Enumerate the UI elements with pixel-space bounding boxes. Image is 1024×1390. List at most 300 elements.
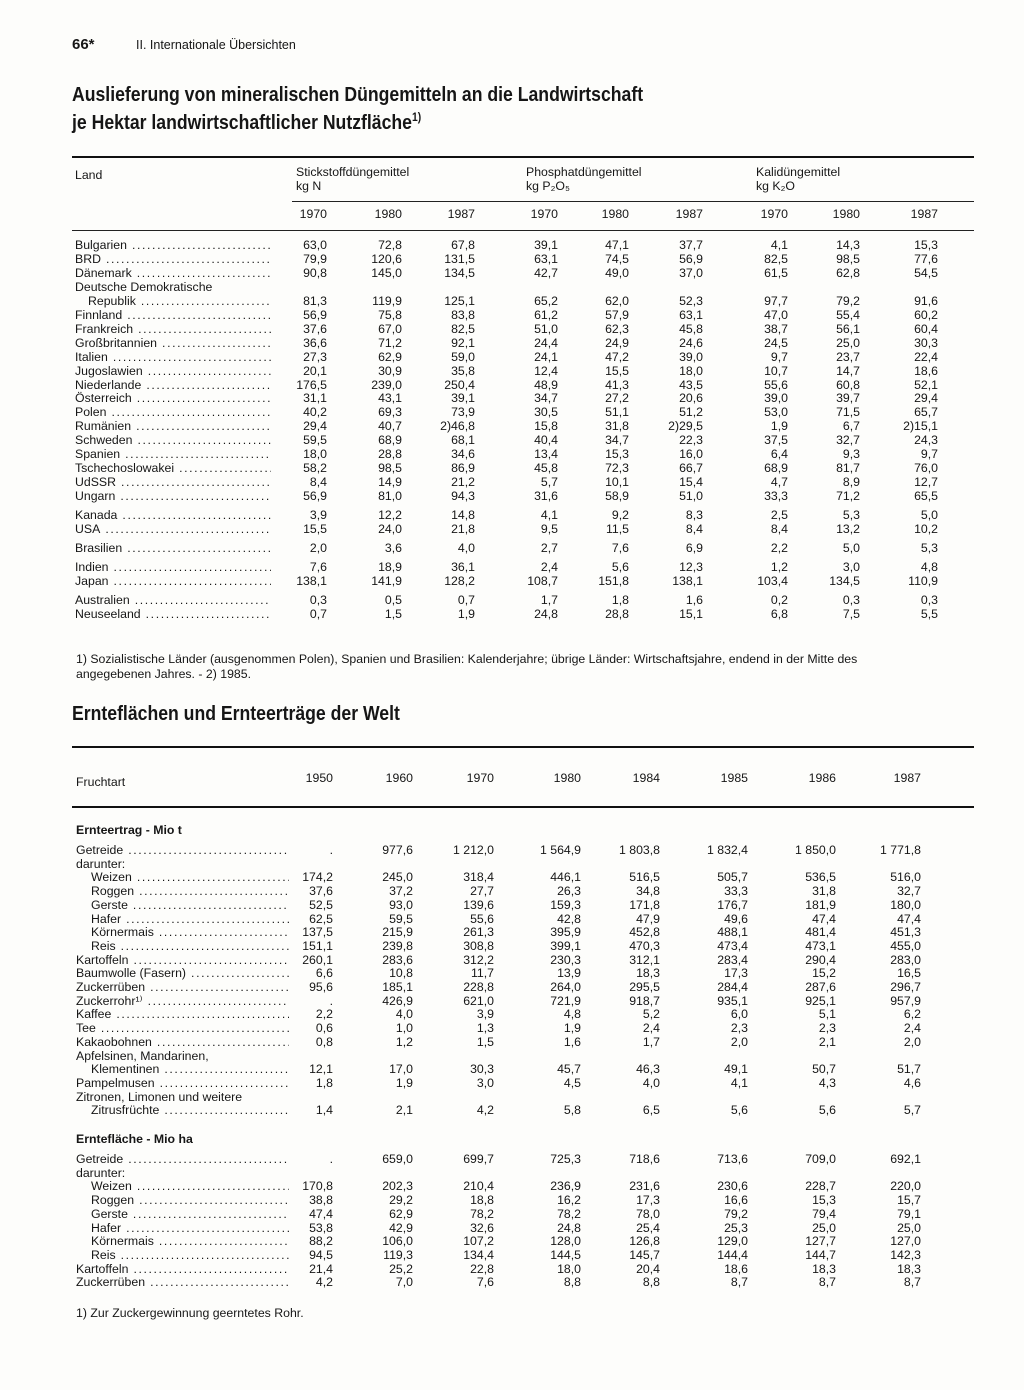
table1-row-label [75,574,271,588]
table1-cell: 14,8 [451,508,475,523]
table2-cell: 505,7 [717,870,748,885]
table2-crop: Baumwolle (Fasern) [76,966,187,981]
table1-cell: 31,8 [605,419,629,434]
table1-cell: 62,8 [836,265,860,280]
table1-cell: 12,2 [378,508,402,523]
table2-cell: 13,9 [557,966,581,981]
table1-cell: 37,0 [679,265,703,280]
table1-group-name: Kalidüngemittel [756,165,841,179]
table2-cell: 3,0 [476,1075,494,1090]
table1-cell: 36,1 [451,559,475,574]
table1-cell: 97,7 [764,293,788,308]
table2-cell: 287,6 [805,980,836,994]
table1-row-label [75,433,271,447]
table2-cell: 2,2 [315,1007,333,1022]
table1-cell: 76,0 [914,461,938,476]
table2-cell: 473,4 [717,938,748,953]
table1-cell: 131,5 [444,251,475,266]
table2-cell: 126,8 [629,1234,660,1249]
table1-cell: 8,3 [685,508,703,523]
table1-cell: 92,1 [451,335,475,350]
table2-crop: darunter: [76,1165,126,1180]
table2-cell: 451,3 [890,925,921,940]
table1-cell: 51,0 [534,321,558,336]
table2-cell: 1,3 [476,1021,494,1036]
table1-cell: 1,9 [770,419,788,434]
table1-cell: 40,4 [534,433,558,448]
table1-cell: 52,1 [914,377,938,392]
page-header [72,36,296,53]
table1-year-header: 1970 [530,207,558,221]
table1-cell: 120,6 [371,251,402,266]
table2-cell: 228,7 [805,1179,836,1194]
table1-country: Rumänien [75,419,132,434]
table2-year-header: 1986 [808,771,836,785]
table2-cell: 5,7 [903,1103,921,1118]
table1-cell: 2,2 [770,540,788,555]
table2-cell: 264,0 [550,980,581,994]
table2-crop: Kartoffeln [76,952,129,967]
table1-cell: 41,3 [605,377,629,392]
table1-cell: 4,1 [770,238,788,252]
table2-cell: 47,9 [636,911,660,926]
table1-cell: 51,2 [679,405,703,420]
table2-row-label [91,870,289,884]
table2-row-label [91,1179,289,1193]
table2-cell: 245,0 [382,870,413,885]
table2-cell: 516,5 [629,870,660,885]
table1-cell: 52,3 [679,293,703,308]
table1-cell: 98,5 [378,461,402,476]
table2-cell: 5,2 [642,1007,660,1022]
table2-cell: 0,8 [315,1034,333,1049]
table1-cell: 11,5 [605,522,629,536]
table2-crop: Apfelsinen, Mandarinen, [76,1048,209,1063]
table2-row-label [91,939,289,953]
table1-cell: 58,2 [303,461,327,476]
table2-year-header: 1980 [553,771,581,785]
table1-footnote-line2: angegebenen Jahres. - 2) 1985. [76,667,252,681]
table2-cell: 7,0 [395,1275,413,1290]
table2-cell: 4,8 [563,1007,581,1022]
table2-cell: 659,0 [382,1152,413,1166]
table1-cell: 13,2 [836,522,860,536]
table1-cell: 138,1 [672,573,703,588]
table1-cell: 55,4 [836,307,860,322]
table1-country: Kanada [75,508,118,523]
table2-cell: 18,3 [636,966,660,981]
table1-cell: 4,0 [457,540,475,555]
table1-cell: 21,2 [451,475,475,490]
table1-cell: 56,9 [679,251,703,266]
table2-cell: 295,5 [629,980,660,994]
table2-cell: 16,6 [724,1193,748,1208]
table1-country: Ungarn [75,489,116,504]
table1-cell: 98,5 [836,251,860,266]
table1-cell: 27,3 [303,349,327,364]
table2-cell: 1 212,0 [452,843,494,857]
table2-crop: Roggen [91,884,135,899]
table1-cell: 77,6 [914,251,938,266]
table1-cell: 18,0 [303,447,327,462]
table1-cell: 2,7 [540,540,558,555]
table2-cell: 32,7 [897,884,921,899]
table2-cell: 4,2 [315,1275,333,1290]
table1-cell: 108,7 [527,573,558,588]
table2-title: Ernteflächen und Ernteerträge der Welt [72,702,400,725]
table2-cell: 8,8 [563,1275,581,1290]
table1-cell: 57,9 [605,307,629,322]
table1-cell: 8,4 [685,522,703,536]
table2-cell: 174,2 [302,870,333,885]
table2-section-yield: Ernteertrag - Mio t [76,823,182,837]
table1-country: Italien [75,349,108,364]
table2-cell: 318,4 [463,870,494,885]
table2-cell: 18,6 [724,1261,748,1276]
table2-cell: 452,8 [629,925,660,940]
table2-year-header: 1960 [385,771,413,785]
table2-cell: . [329,843,333,857]
table2-cell: 718,6 [629,1152,660,1166]
table2-cell: 25,4 [636,1220,660,1235]
table2-cell: 62,9 [389,1206,413,1221]
table2-cell: 5,8 [563,1103,581,1118]
table2-cell: 1,8 [315,1075,333,1090]
table1-cell: 138,1 [296,573,327,588]
table2-cell: 18,3 [812,1261,836,1276]
table1-cell: 15,1 [679,606,703,621]
table2-cell: 0,6 [315,1021,333,1036]
table2-row-label [91,898,289,912]
table1-cell: 75,8 [378,307,402,322]
table1-cell: 3,0 [842,559,860,574]
table2-cell: 16,5 [897,966,921,981]
table1-country: Australien [75,592,130,607]
table2-cell: 210,4 [463,1179,494,1194]
table1-cell: 7,6 [611,540,629,555]
table1-cell: 94,3 [451,489,475,504]
table2-cell: 55,6 [470,911,494,926]
table1-cell: 81,7 [836,461,860,476]
table1-cell: 15,3 [605,447,629,462]
table2-cell: 15,2 [812,966,836,981]
table2-cell: 47,4 [812,911,836,926]
table1-cell: 2,5 [770,508,788,523]
table2-cell: 8,7 [903,1275,921,1290]
table1-cell: 239,0 [371,377,402,392]
table2-cell: 94,5 [309,1247,333,1262]
table1-row-label [75,541,271,555]
table2-cell: 957,9 [890,993,921,1008]
table1-cell: 9,7 [920,447,938,462]
table1-cell: 39,1 [534,238,558,252]
table1-cell: 20,6 [679,391,703,406]
table2-cell: 49,6 [724,911,748,926]
table2-cell: 181,9 [805,897,836,912]
table1-country: Spanien [75,447,121,462]
table1-cell: 125,1 [444,293,475,308]
table2-cell: 2,4 [903,1021,921,1036]
table2-cell: 21,4 [309,1261,333,1276]
table2-cell: 38,8 [309,1193,333,1208]
table1-cell: 0,5 [384,592,402,607]
table2-year-header: 1950 [305,771,333,785]
table1-cell: 13,4 [534,447,558,462]
table2-cell: 721,9 [550,993,581,1008]
table2-crop: Tee [76,1021,96,1036]
table1-cell: 47,1 [605,238,629,252]
table2-cell: 88,2 [309,1234,333,1249]
table1-cell: 1,8 [611,592,629,607]
table2-cell: 8,7 [730,1275,748,1290]
table1-cell: 2)29,5 [668,419,703,434]
table2-crop: Hafer [91,1220,122,1235]
table2-crop: Kakaobohnen [76,1034,152,1049]
table2-cell: 59,5 [389,911,413,926]
table1-cell: 10,1 [605,475,629,490]
table2-cell: 1,0 [395,1021,413,1036]
table1-country: USA [75,522,101,536]
table2-cell: 4,2 [476,1103,494,1118]
table1-cell: 59,0 [451,349,475,364]
table1-country: Tschechoslowakei [75,461,175,476]
table1-cell: 141,9 [371,573,402,588]
table2-year-header: 1985 [720,771,748,785]
table2-cell: 127,7 [805,1234,836,1249]
table1-country: Niederlande [75,377,142,392]
table2-row-label [76,1262,289,1276]
table2-row-label [91,1234,289,1248]
table2-cell: 488,1 [717,925,748,940]
table1-cell: 29,4 [914,391,938,406]
table2-crop: Reis [91,1247,116,1262]
table1-cell: 65,7 [914,405,938,420]
table1-cell: 5,0 [920,508,938,523]
table1-cell: 48,9 [534,377,558,392]
table1-row-label [75,461,271,475]
table2-cell: 2,1 [395,1103,413,1118]
table2-cell: 5,1 [818,1007,836,1022]
table2-cell: 283,6 [382,952,413,967]
table1-row-label [75,508,271,522]
table1-cell: 68,9 [378,433,402,448]
table1-cell: 67,8 [451,238,475,252]
table1-cell: 9,7 [770,349,788,364]
table1-cell: 24,3 [914,433,938,448]
table2-crop: Roggen [91,1193,135,1208]
table2-cell: 4,6 [903,1075,921,1090]
table2-cell: 159,3 [550,897,581,912]
table1-row-label [75,308,271,322]
table1-cell: 16,0 [679,447,703,462]
table1-year-header: 1987 [447,207,475,221]
table2-cell: 713,6 [717,1152,748,1166]
table2-cell: 455,0 [890,938,921,953]
table1-cell: 176,5 [296,377,327,392]
table2-cell: 18,3 [897,1261,921,1276]
table1-cell: 40,7 [378,419,402,434]
table2-cell: 621,0 [463,993,494,1008]
table2-cell: 2,0 [730,1034,748,1049]
table2-cell: 1 850,0 [794,843,836,857]
table1-row-label [75,252,271,266]
table2-crop: Zitronen, Limonen und weitere [76,1089,243,1104]
table1-title-line1: Auslieferung von mineralischen Düngemitteln an die Landwirtschaft [72,83,644,106]
table1-cell: 62,9 [378,349,402,364]
table1-row-label [75,238,271,252]
table2-cell: 1,4 [315,1103,333,1118]
table1-year-header: 1970 [299,207,327,221]
table1-cell: 43,1 [378,391,402,406]
table2-cell: 26,3 [557,884,581,899]
table2-year-header: 1984 [632,771,660,785]
table2-cell: 95,6 [309,980,333,994]
table2-cell: 18,8 [470,1193,494,1208]
table2-row-label [76,1152,289,1166]
table1-cell: 82,5 [764,251,788,266]
table1-cell: 0,3 [920,592,938,607]
table1-title-footnote-ref: 1) [411,110,422,124]
table1-cell: 39,1 [451,391,475,406]
table1-cell: 24,6 [679,335,703,350]
table2-cell: 231,6 [629,1179,660,1194]
table2-cell: 42,8 [557,911,581,926]
table1-cell: 5,5 [920,606,938,621]
table1-country: Großbritannien [75,335,158,350]
table1-country: Brasilien [75,540,123,555]
table2-cell: 15,7 [897,1193,921,1208]
table1-cell: 82,5 [451,321,475,336]
table2-cell: 17,0 [389,1062,413,1077]
table1-cell: 91,6 [914,293,938,308]
table2-cell: 128,0 [550,1234,581,1249]
table2-cell: 261,3 [463,925,494,940]
table2-row-label [91,912,289,926]
table1-cell: 1,5 [384,606,402,621]
table2-footnote: 1) Zur Zuckergewinnung geerntetes Rohr. [76,1306,304,1320]
table1-cell: 43,5 [679,377,703,392]
table1-cell: 6,8 [770,606,788,621]
table2-cell: 236,9 [550,1179,581,1194]
table2-cell: 93,0 [389,897,413,912]
table2-cell: 37,2 [389,884,413,899]
table2-cell: 144,5 [550,1247,581,1262]
table1-year-header: 1980 [832,207,860,221]
table2-cell: 5,6 [818,1103,836,1118]
table1-group-name: Phosphatdüngemittel [526,165,642,179]
table2-section-area: Erntefläche - Mio ha [76,1132,193,1146]
table2-crop: Körnermais [91,1234,154,1249]
table2-row-label [76,857,289,871]
table1-cell: 30,3 [914,335,938,350]
table2-cell: 1,7 [642,1034,660,1049]
table1-footnote-line1: 1) Sozialistische Länder (ausgenommen Polen), Spanien und Brasilien: Kalenderjahre; übrige Länder: Wirtschaftsjahre, endend in der Mitte des [76,652,858,666]
table1-cell: 35,8 [451,363,475,378]
table1-cell: 61,2 [534,307,558,322]
table2-cell: 473,1 [805,938,836,953]
table2-cell: 78,0 [636,1206,660,1221]
table2-cell: 170,8 [302,1179,333,1194]
table1-cell: 0,3 [309,592,327,607]
table1-cell: 51,0 [679,489,703,504]
table1-cell: 8,4 [309,475,327,490]
table2-cell: 446,1 [550,870,581,885]
table2-cell: 1,5 [476,1034,494,1049]
table2-crop: darunter: [76,856,126,871]
table1-cell: 0,3 [842,592,860,607]
table2-cell: 25,0 [812,1220,836,1235]
table2-cell: 1 771,8 [879,843,921,857]
table1-cell: 2)46,8 [440,419,475,434]
table1-country: Republik [88,293,136,308]
table2-row-label [76,953,289,967]
table1-row-label [75,378,271,392]
table1-cell: 12,3 [679,559,703,574]
table1-cell: 128,2 [444,573,475,588]
table1-cell: 61,5 [764,265,788,280]
table2-cell: 312,1 [629,952,660,967]
table2-row-label [91,925,289,939]
table2-row-label [76,1275,289,1289]
table1-country: UdSSR [75,475,117,490]
table1-cell: 81,0 [378,489,402,504]
table2-cell: 51,7 [897,1062,921,1077]
table2-cell: . [329,1152,333,1166]
table1-cell: 110,9 [908,573,938,588]
table2-row-label [76,1021,289,1035]
table1-cell: 21,8 [451,522,475,536]
table1-footnote [76,652,981,682]
table1-cell: 38,7 [764,321,788,336]
table2-cell: 33,3 [724,884,748,899]
table2-row-label [76,1076,289,1090]
table1-cell: 68,9 [764,461,788,476]
table2-cell: 79,4 [812,1206,836,1221]
table2-crop: Pampelmusen [76,1075,155,1090]
table1-cell: 86,9 [451,461,475,476]
table1-cell: 8,9 [842,475,860,490]
table2-cell: 30,3 [470,1062,494,1077]
table2-cell: 42,9 [389,1220,413,1235]
table2-cell: 6,2 [903,1007,921,1022]
table1-cell: 134,5 [829,573,860,588]
table2-crop: Gerste [91,1206,128,1221]
table1-cell: 6,7 [842,419,860,434]
table1-cell: 24,9 [605,335,629,350]
table1-cell: 79,9 [303,251,327,266]
table1-cell: 45,8 [679,321,703,336]
table2-crop: Kartoffeln [76,1261,129,1276]
table2-cell: 220,0 [890,1179,921,1194]
table1-cell: 60,8 [836,377,860,392]
table2-cell: 2,4 [642,1021,660,1036]
table2-cell: 32,6 [470,1220,494,1235]
table2-cell: 144,4 [717,1247,748,1262]
table1-cell: 119,9 [372,293,402,308]
table2-cell: 283,0 [890,952,921,967]
section-title: II. Internationale Übersichten [136,38,296,52]
table2-cell: 145,7 [629,1247,660,1262]
table1-cell: 30,5 [534,405,558,420]
table2-row-label [76,1166,289,1180]
table1-cell: 25,0 [836,335,860,350]
table1-cell: 9,5 [540,522,558,536]
table1-cell: 42,7 [534,265,558,280]
table2-cell: 3,9 [476,1007,494,1022]
table1-cell: 51,1 [605,405,629,420]
table1-cell: 24,5 [764,335,788,350]
table1-cell: 2)15,1 [903,419,938,434]
